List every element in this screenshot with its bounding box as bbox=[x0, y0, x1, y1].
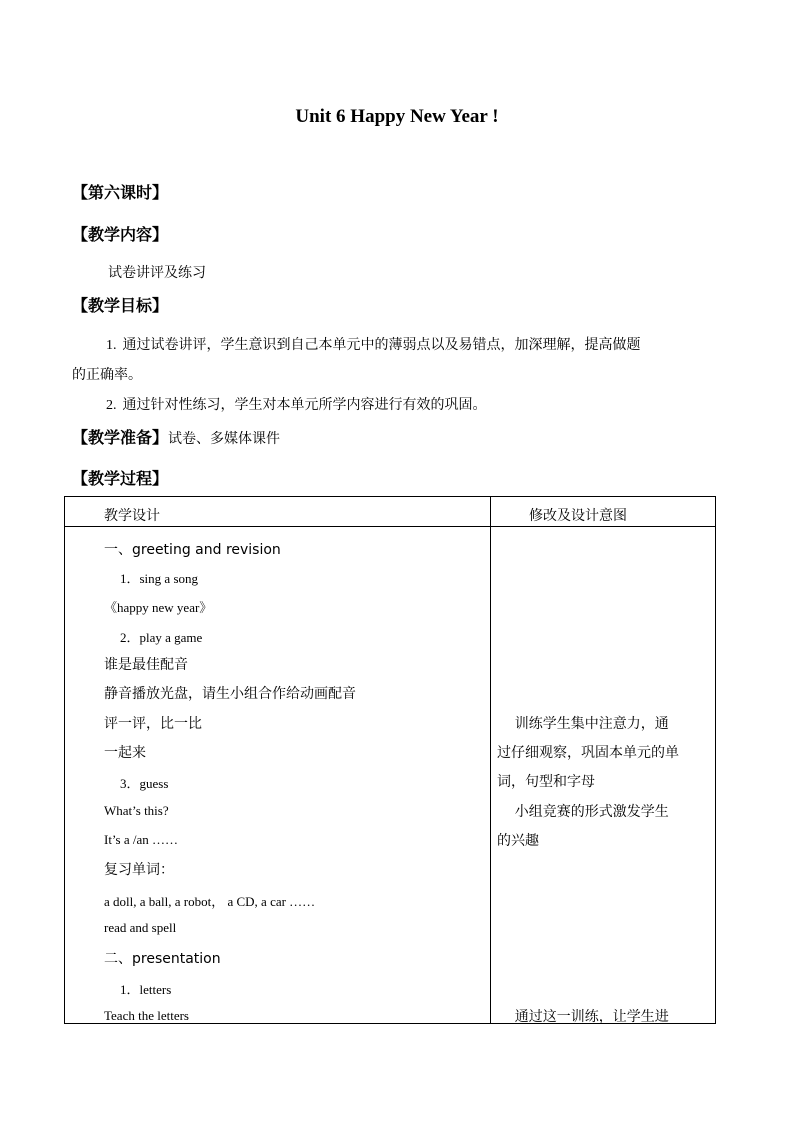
column-divider bbox=[490, 497, 491, 1023]
header-divider bbox=[65, 526, 715, 527]
intent-line: 的兴趣 bbox=[497, 833, 539, 849]
design-line: 谁是最佳配音 bbox=[104, 657, 188, 673]
design-line: 1．sing a song bbox=[120, 571, 199, 586]
intent-line: 小组竞赛的形式激发学生 bbox=[497, 804, 669, 820]
goals-heading: 【教学目标】 bbox=[72, 296, 169, 315]
prep-text: 试卷、多媒体课件 bbox=[168, 431, 281, 447]
goal-1-number: 1. bbox=[106, 338, 117, 353]
intent-line: 词，句型和字母 bbox=[497, 774, 595, 790]
design-line: What’s this? bbox=[104, 803, 169, 818]
goal-2-line bbox=[106, 394, 487, 414]
design-line: 二、presentation bbox=[104, 951, 221, 967]
intent-line: 训练学生集中注意力，通 bbox=[497, 716, 669, 732]
goal-2-number: 2. bbox=[106, 398, 117, 413]
intent-line: 过仔细观察，巩固本单元的单 bbox=[497, 745, 679, 761]
prep-line bbox=[72, 425, 280, 448]
design-line: 复习单词： bbox=[104, 862, 174, 878]
header-teaching-design: 教学设计 bbox=[104, 508, 160, 524]
prep-heading: 【教学准备】 bbox=[72, 428, 169, 447]
design-line: 评一评，比一比 bbox=[104, 716, 202, 732]
content-text: 试卷讲评及练习 bbox=[108, 265, 206, 281]
design-line: It’s a /an …… bbox=[104, 832, 179, 847]
design-line: a doll, a ball, a robot， a CD, a car …… bbox=[104, 894, 316, 909]
design-line: 2．play a game bbox=[120, 630, 203, 645]
design-line: 3．guess bbox=[120, 776, 169, 791]
design-line: 静音播放光盘，请生小组合作给动画配音 bbox=[104, 686, 356, 702]
design-line: Teach the letters bbox=[104, 1008, 189, 1023]
process-heading: 【教学过程】 bbox=[72, 469, 169, 488]
design-line: 1．letters bbox=[120, 982, 172, 997]
header-revision-intent: 修改及设计意图 bbox=[529, 508, 627, 524]
design-line: 一起来 bbox=[104, 745, 146, 761]
goal-1-text: 通过试卷讲评，学生意识到自己本单元中的薄弱点以及易错点，加深理解，提高做题 bbox=[122, 337, 641, 353]
design-line: 一、greeting and revision bbox=[104, 542, 281, 558]
goal-1-line-1 bbox=[106, 334, 641, 354]
goal-2-text: 通过针对性练习，学生对本单元所学内容进行有效的巩固。 bbox=[122, 397, 487, 413]
lesson-heading: 【第六课时】 bbox=[72, 183, 169, 202]
document-title: Unit 6 Happy New Year ! bbox=[295, 106, 499, 127]
design-line: read and spell bbox=[104, 920, 177, 935]
goal-1-line-2: 的正确率。 bbox=[72, 367, 142, 383]
content-heading: 【教学内容】 bbox=[72, 225, 169, 244]
intent-line: 通过这一训练，让学生进 bbox=[497, 1009, 669, 1025]
process-table bbox=[64, 496, 716, 1024]
design-line: 《happy new year》 bbox=[104, 600, 213, 615]
